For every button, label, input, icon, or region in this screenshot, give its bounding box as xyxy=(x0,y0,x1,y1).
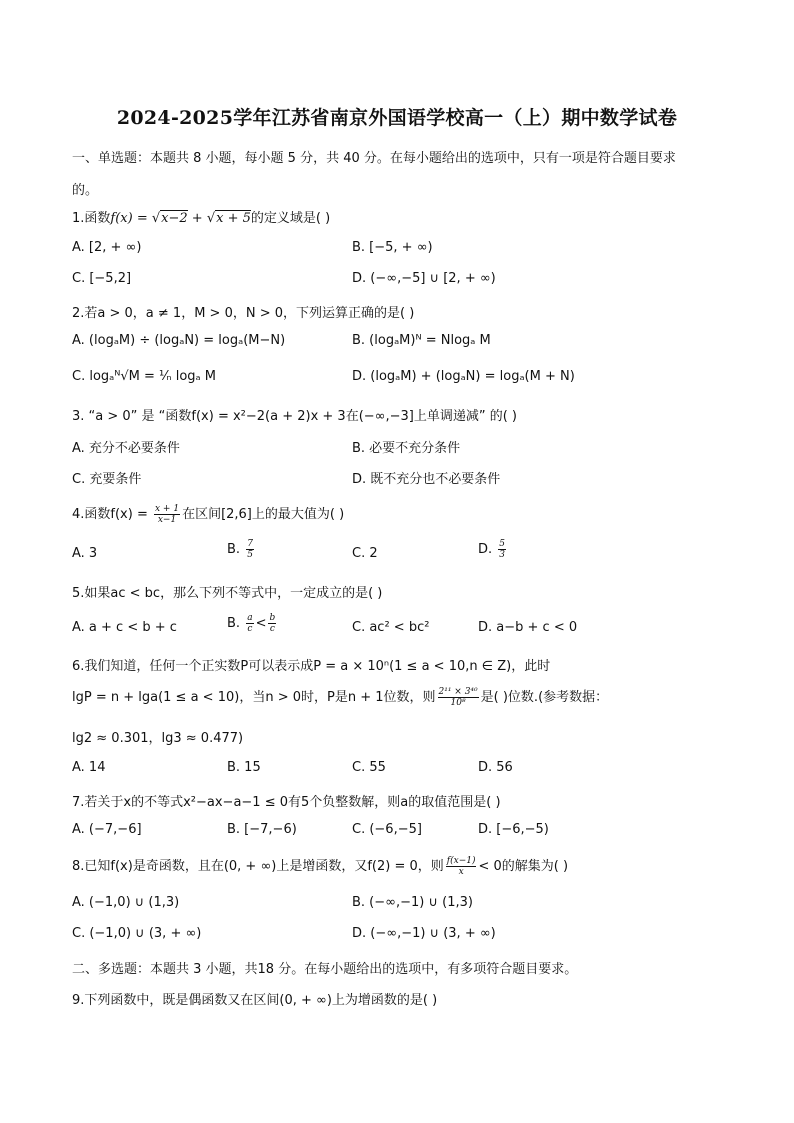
q5-option-b-denominator-1: c xyxy=(247,624,253,634)
section2-heading: 二、多选题：本题共 3 小题，共18 分。在每小题给出的选项中，有多项符合题目要求。 xyxy=(72,962,578,977)
q4-option-b-denominator: 5 xyxy=(247,550,253,560)
q5-option-b xyxy=(227,613,278,634)
q1-sqrt-arg-2: x + 5 xyxy=(216,211,251,226)
q8-fraction-numerator: f(x−1) xyxy=(446,856,476,866)
q6-fraction xyxy=(438,687,479,708)
q5-option-b-fraction-1 xyxy=(246,613,253,634)
q8-fraction-denominator: x xyxy=(458,867,464,877)
q1-sqrt-sign-1: √ xyxy=(151,211,161,226)
q3-stem: 3. “a > 0” 是 “函数f(x) = x²−2(a + 2)x + 3在(−∞,−3]上单调递减” 的( ) xyxy=(72,409,518,424)
q4-stem-suffix: 在区间[2,6]上的最大值为( ) xyxy=(182,507,345,522)
q6-fraction-numerator: 2¹¹ × 3⁴⁰ xyxy=(438,687,478,697)
q4-fraction-denominator: x−1 xyxy=(157,515,177,525)
section1-heading-line2: 的。 xyxy=(72,183,99,198)
q8-stem-prefix: 8.已知f(x)是奇函数，且在(0, + ∞)上是增函数，又f(2) = 0，则 xyxy=(72,859,444,874)
q4-stem-prefix: 4.函数f(x) = xyxy=(72,507,152,522)
q8-stem-suffix: < 0的解集为( ) xyxy=(478,859,569,874)
q5-stem: 5.如果ac < bc，那么下列不等式中，一定成立的是( ) xyxy=(72,586,383,601)
q1-sqrt-arg-1: x−2 xyxy=(161,211,188,226)
q8-fraction xyxy=(446,856,477,877)
q2-option-c: C. logₐᴺ√M = ¹⁄ₙ logₐ M xyxy=(72,369,216,384)
q6-option-b: B. 15 xyxy=(227,760,261,775)
q1-option-c: C. [−5,2] xyxy=(72,271,132,286)
q8-option-c: C. (−1,0) ∪ (3, + ∞) xyxy=(72,926,202,941)
q1-stem-func: f(x) = xyxy=(110,211,152,226)
q1-option-b: B. [−5, + ∞) xyxy=(352,240,433,255)
q2-option-d: D. (logₐM) + (logₐN) = logₐ(M + N) xyxy=(352,369,575,384)
q4-stem xyxy=(72,503,344,525)
q4-option-d-fraction xyxy=(498,539,506,560)
q5-option-d: D. a−b + c < 0 xyxy=(478,620,578,635)
q4-fraction xyxy=(154,504,180,525)
q4-option-b-numerator: 7 xyxy=(247,539,253,549)
q9-stem: 9.下列函数中，既是偶函数又在区间(0, + ∞)上为增函数的是( ) xyxy=(72,993,438,1008)
q8-stem xyxy=(72,855,568,877)
q6-option-a: A. 14 xyxy=(72,760,106,775)
q4-option-d-label: D. xyxy=(478,542,493,557)
q5-option-b-less-than: < xyxy=(255,616,267,631)
q4-option-a: A. 3 xyxy=(72,546,98,561)
q8-option-d: D. (−∞,−1) ∪ (3, + ∞) xyxy=(352,926,496,941)
q3-option-d: D. 既不充分也不必要条件 xyxy=(352,472,501,487)
q8-option-a: A. (−1,0) ∪ (1,3) xyxy=(72,895,180,910)
q6-stem-line3: lg2 ≈ 0.301，lg3 ≈ 0.477) xyxy=(72,731,244,746)
q5-option-c: C. ac² < bc² xyxy=(352,620,430,635)
q2-stem: 2.若a > 0，a ≠ 1，M > 0，N > 0，下列运算正确的是( ) xyxy=(72,306,415,321)
q6-line2-suffix: 是( )位数.(参考数据： xyxy=(480,690,609,705)
q7-option-a: A. (−7,−6] xyxy=(72,822,142,837)
q5-option-b-denominator-2: c xyxy=(269,624,275,634)
q3-option-b: B. 必要不充分条件 xyxy=(352,441,461,456)
q7-option-d: D. [−6,−5) xyxy=(478,822,549,837)
q4-option-d-numerator: 5 xyxy=(499,539,506,549)
q1-option-a: A. [2, + ∞) xyxy=(72,240,142,255)
q6-fraction-denominator: 10⁸ xyxy=(450,698,466,708)
q5-option-b-numerator-1: a xyxy=(247,613,253,623)
q4-option-b-fraction xyxy=(246,539,254,560)
q1-stem-suffix: 的定义域是( ) xyxy=(250,211,331,226)
q1-stem xyxy=(72,207,330,226)
q1-stem-prefix: 1.函数 xyxy=(72,211,111,226)
q5-option-a: A. a + c < b + c xyxy=(72,620,177,635)
q1-option-d: D. (−∞,−5] ∪ [2, + ∞) xyxy=(352,271,496,286)
q8-option-b: B. (−∞,−1) ∪ (1,3) xyxy=(352,895,473,910)
q6-option-d: D. 56 xyxy=(478,760,513,775)
q3-option-a: A. 充分不必要条件 xyxy=(72,441,180,456)
q4-option-b-label: B. xyxy=(227,542,241,557)
q3-option-c: C. 充要条件 xyxy=(72,472,142,487)
q7-option-c: C. (−6,−5] xyxy=(352,822,422,837)
q6-line2-prefix: lgP = n + lga(1 ≤ a < 10)，当n > 0时，P是n + 1位数，则 xyxy=(72,690,436,705)
q4-fraction-numerator: x + 1 xyxy=(154,504,180,514)
q4-option-d-denominator: 3 xyxy=(499,550,506,560)
q7-stem: 7.若关于x的不等式x²−ax−a−1 ≤ 0有5个负整数解，则a的取值范围是( ) xyxy=(72,795,501,810)
q1-plus: + xyxy=(187,211,207,226)
q4-option-d xyxy=(478,539,508,560)
section1-heading-line1: 一、单选题：本题共 8 小题，每小题 5 分，共 40 分。在每小题给出的选项中，只有一项是符合题目要求 xyxy=(72,151,676,166)
q5-option-b-label: B. xyxy=(227,616,241,631)
q6-option-c: C. 55 xyxy=(352,760,386,775)
q5-option-b-numerator-2: b xyxy=(269,613,276,623)
q2-option-a: A. (logₐM) ÷ (logₐN) = logₐ(M−N) xyxy=(72,333,286,348)
q2-option-b: B. (logₐM)ᴺ = Nlogₐ M xyxy=(352,333,491,348)
exam-title: 2024-2025学年江苏省南京外国语学校高一（上）期中数学试卷 xyxy=(116,107,678,129)
q4-option-b xyxy=(227,539,256,560)
q4-option-c: C. 2 xyxy=(352,546,378,561)
q5-option-b-fraction-2 xyxy=(268,613,276,634)
q1-sqrt-sign-2: √ xyxy=(206,211,216,226)
q7-option-b: B. [−7,−6) xyxy=(227,822,297,837)
q6-stem-line2 xyxy=(72,686,608,708)
q6-stem-line1: 6.我们知道，任何一个正实数P可以表示成P = a × 10ⁿ(1 ≤ a < 10,n ∈ Z)，此时 xyxy=(72,659,551,674)
